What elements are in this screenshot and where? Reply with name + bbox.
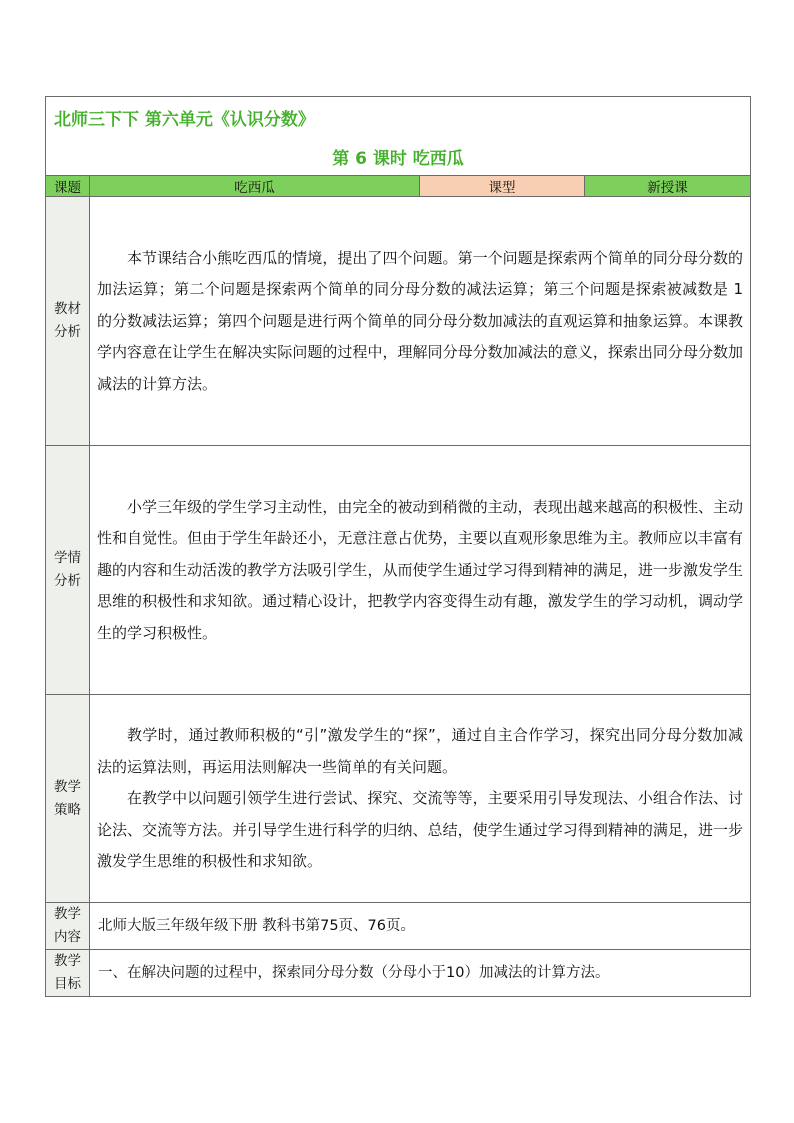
teaching-goals-text: 一、在解决问题的过程中，探索同分母分数（分母小于10）加减法的计算方法。 [90, 950, 751, 997]
student-analysis-label: 学情 分析 [46, 446, 90, 695]
material-analysis-label: 教材 分析 [46, 197, 90, 446]
type-value: 新授课 [585, 176, 751, 197]
teaching-content-text: 北师大版三年级年级下册 教科书第75页、76页。 [90, 903, 751, 950]
teaching-strategy-text: 教学时，通过教师积极的“引”激发学生的“探”，通过自主合作学习，探究出同分母分数加减法的运算法则，再运用法则解决一些简单的有关问题。 在教学中以问题引领学生进行尝试、探究、交流等等，主要采用引导发现法、小组合作法、讨论法、交流等方法。并引导学生进行科学的归纳、总结，使学生通过学习得到精神的满足，进一步激发学生思维的积极性和求知欲。 [90, 695, 751, 903]
topic-label: 课题 [46, 176, 90, 197]
material-analysis-text: 本节课结合小熊吃西瓜的情境，提出了四个问题。第一个问题是探索两个简单的同分母分数的加法运算；第二个问题是探索两个简单的同分母分数的减法运算；第三个问题是探索被减数是 1 的分数减法运算；第四个问题是进行两个简单的同分母分数加减法的直观运算和抽象运算。本课教学内容意在让学生在解决实际问题的过程中，理解同分母分数加减法的意义，探索出同分母分数加减法的计算方法。 [90, 197, 751, 446]
lesson-plan-table [45, 96, 751, 997]
type-label: 课型 [420, 176, 585, 197]
lesson-plan-document [45, 96, 750, 997]
teaching-goals-label: 教学 目标 [46, 950, 90, 997]
unit-title: 北师三下下 第六单元《认识分数》 [46, 97, 751, 138]
teaching-strategy-label: 教学 策略 [46, 695, 90, 903]
topic-value: 吃西瓜 [90, 176, 420, 197]
lesson-title: 第 6 课时 吃西瓜 [332, 148, 464, 169]
teaching-content-label: 教学 内容 [46, 903, 90, 950]
student-analysis-text: 小学三年级的学生学习主动性，由完全的被动到稍微的主动，表现出越来越高的积极性、主动性和自觉性。但由于学生年龄还小，无意注意占优势，主要以直观形象思维为主。教师应以丰富有趣的内容和生动活泼的教学方法吸引学生，从而使学生通过学习得到精神的满足，进一步激发学生思维的积极性和求知欲。通过精心设计，把教学内容变得生动有趣，激发学生的学习动机，调动学生的学习积极性。 [90, 446, 751, 695]
